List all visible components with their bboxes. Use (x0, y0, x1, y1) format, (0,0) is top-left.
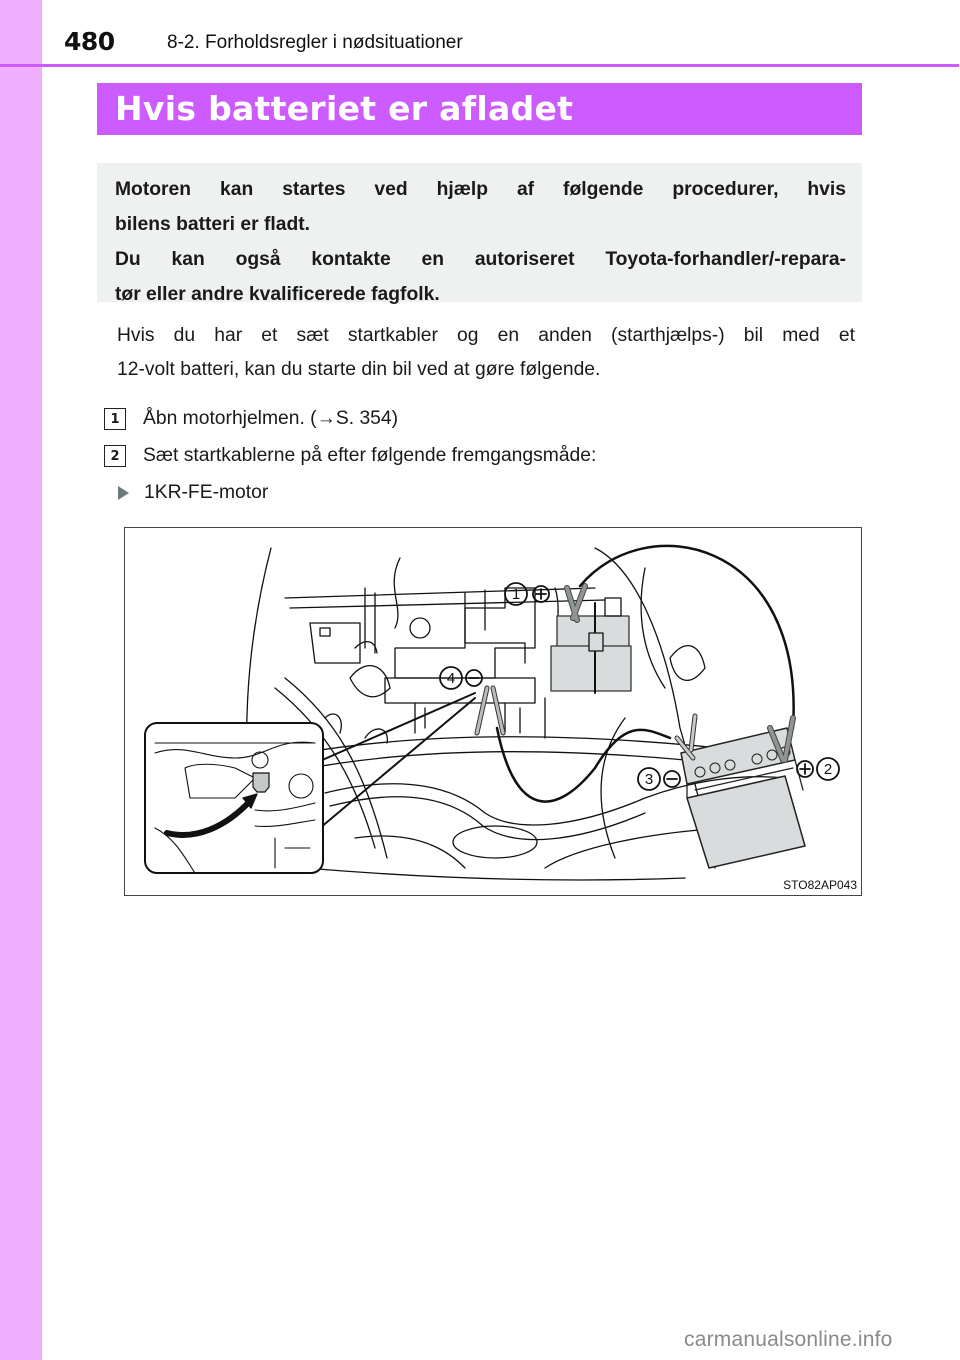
section-heading: 8-2. Forholdsregler i nødsituationer (167, 32, 463, 53)
step-text: Sæt startkablerne på efter følgende fremgangsmåde: (143, 445, 597, 466)
callout-1: 1 (511, 586, 521, 603)
engine-bay-drawing (125, 528, 862, 896)
step-number-badge: 2 (104, 445, 126, 467)
callout-3: 3 (644, 771, 654, 788)
triangle-bullet-icon (118, 486, 129, 500)
info-line: Motoren kan startes ved hjælp af følgende procedurer, hvis (115, 179, 846, 200)
figure-id: STO82AP043 (783, 878, 857, 892)
watermark[interactable]: carmanualsonline.info (684, 1328, 893, 1351)
step-text: Åbn motorhjelmen. (→S. 354) (143, 408, 399, 429)
chapter-side-tab (0, 0, 42, 1360)
info-line: bilens batteri er fladt. (115, 214, 310, 235)
info-line: tør eller andre kvalificerede fagfolk. (115, 284, 440, 305)
engine-variant-heading (118, 482, 268, 504)
header-rule (0, 64, 959, 67)
intro-line: 12-volt batteri, kan du starte din bil ved at gøre følgende. (117, 359, 601, 380)
step-number-badge: 1 (104, 408, 126, 430)
jump-start-illustration (124, 527, 862, 896)
callout-2: 2 (823, 761, 833, 778)
step-1 (104, 408, 398, 430)
step-2 (104, 445, 596, 467)
intro-paragraph (117, 319, 855, 387)
info-line: Du kan også kontakte en autoriseret Toyota-forhandler/-repara- (115, 249, 846, 270)
intro-line: Hvis du har et sæt startkabler og en anden (starthjælps-) bil med et (117, 325, 855, 346)
callout-4: 4 (446, 670, 456, 687)
engine-variant-label: 1KR-FE-motor (144, 482, 269, 503)
info-box (97, 163, 862, 305)
page-number: 480 (64, 27, 115, 56)
page-title-bar (97, 83, 862, 135)
page-title: Hvis batteriet er afladet (115, 89, 574, 128)
